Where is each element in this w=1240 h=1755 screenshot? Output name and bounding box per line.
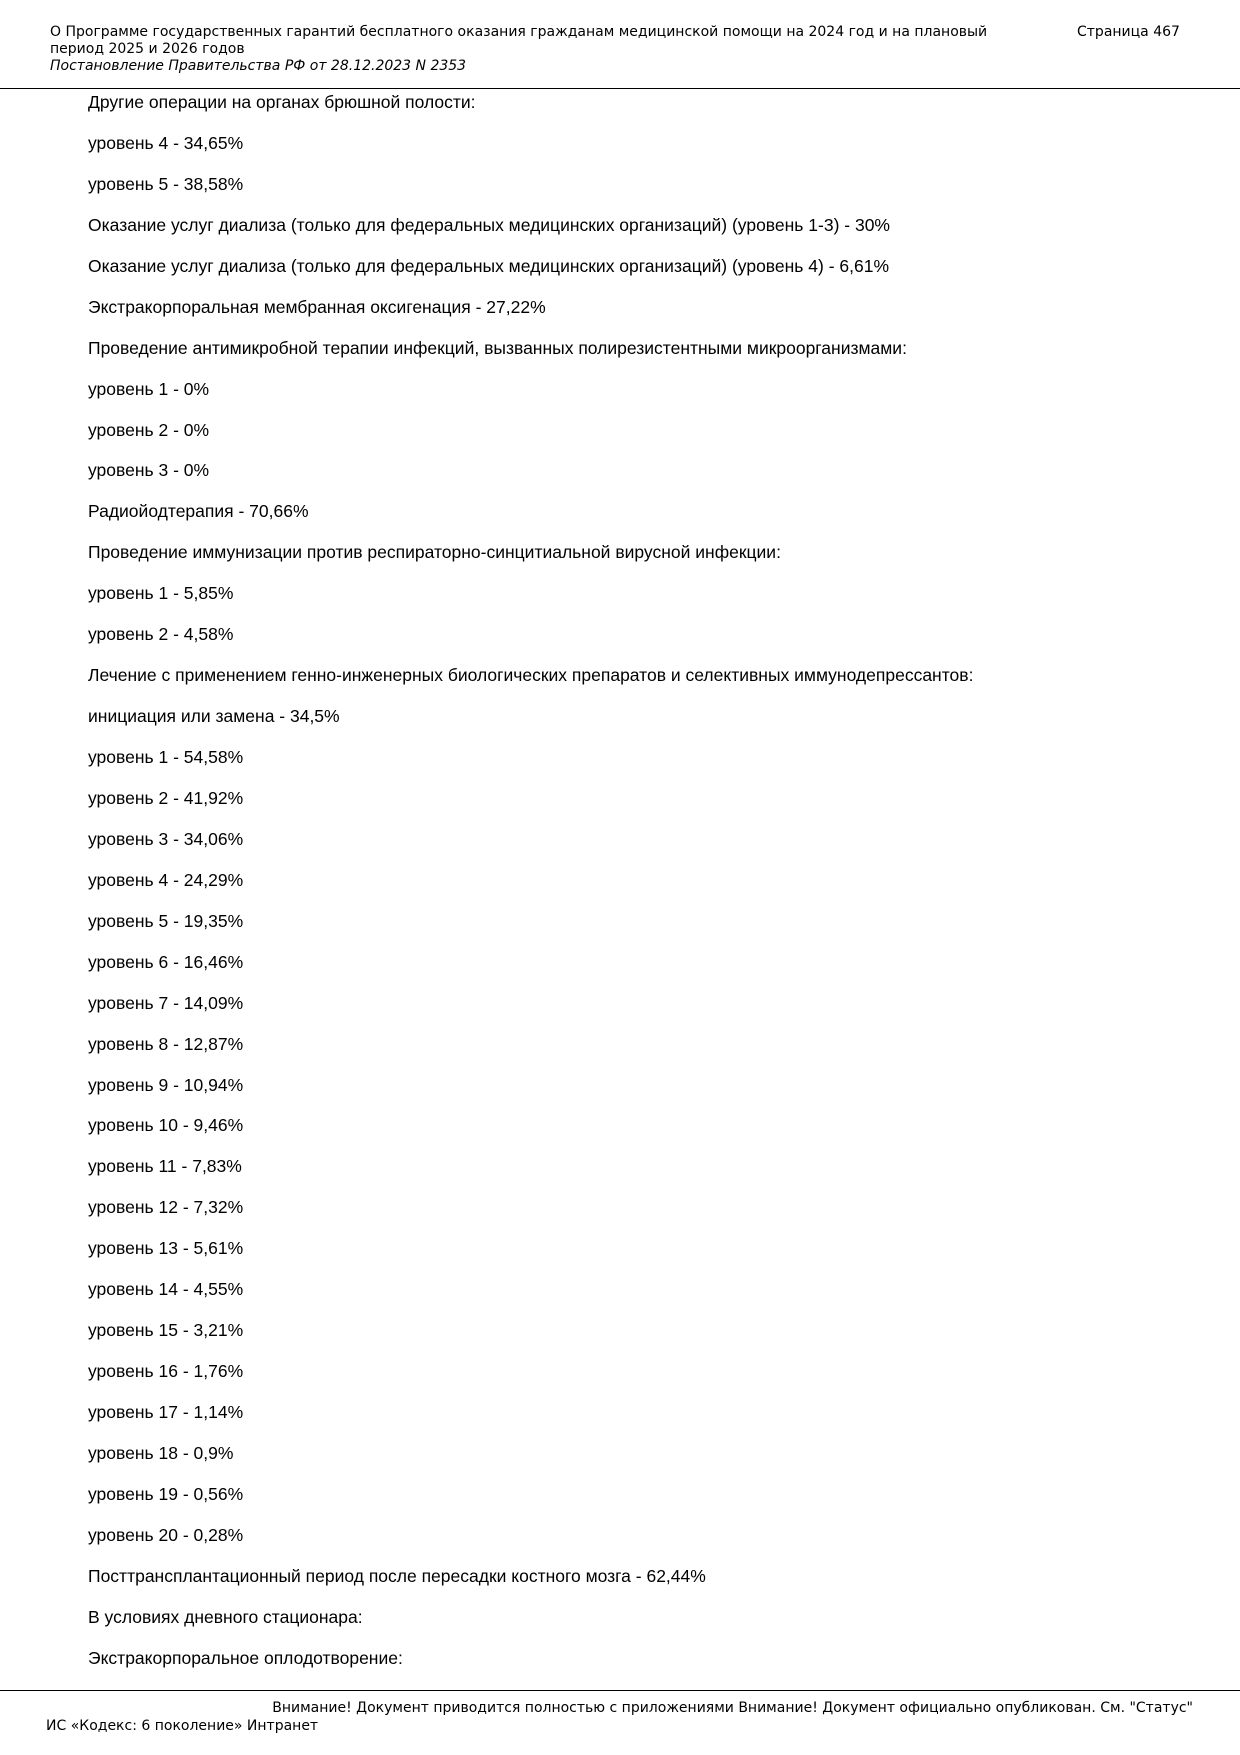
paragraph: Оказание услуг диализа (только для федеральных медицинских организаций) (уровень 1-3) - 30% [88,214,890,235]
paragraph: уровень 7 - 14,09% [88,992,244,1013]
paragraph: уровень 3 - 34,06% [88,828,244,849]
page-number: Страница 467 [1077,24,1180,40]
paragraph: Радиойодтерапия - 70,66% [88,501,309,522]
paragraph: уровень 2 - 4,58% [88,624,234,645]
paragraph: уровень 20 - 0,28% [88,1524,244,1545]
paragraph: Посттрансплантационный период после пересадки костного мозга - 62,44% [88,1565,706,1586]
paragraph: Проведение антимикробной терапии инфекций, вызванных полирезистентными микроорганизмами: [88,337,907,358]
paragraph: уровень 5 - 38,58% [88,173,244,194]
paragraph: Экстракорпоральное оплодотворение: [88,1647,403,1668]
paragraph: уровень 3 - 0% [88,460,210,481]
paragraph: уровень 16 - 1,76% [88,1361,244,1382]
paragraph: Экстракорпоральная мембранная оксигенация - 27,22% [88,296,546,317]
paragraph: уровень 14 - 4,55% [88,1279,244,1300]
paragraph: уровень 10 - 9,46% [88,1115,244,1136]
paragraph: уровень 1 - 54,58% [88,747,244,767]
paragraph: В условиях дневного стационара: [88,1606,363,1627]
paragraph: уровень 1 - 5,85% [88,583,234,604]
paragraph: уровень 4 - 34,65% [88,132,244,153]
paragraph: уровень 2 - 41,92% [88,787,244,808]
paragraph: уровень 18 - 0,9% [88,1442,234,1463]
paragraph: уровень 9 - 10,94% [88,1074,244,1095]
paragraph: уровень 6 - 16,46% [88,951,244,972]
paragraph: инициация или замена - 34,5% [88,706,340,727]
document-title: О Программе государственных гарантий бесплатного оказания гражданам медицинской помощи на 2024 год и на плановый период 2025 и 2026 годов [50,24,988,57]
paragraph: уровень 4 - 24,29% [88,869,244,890]
footer-source: ИС «Кодекс: 6 поколение» Интранет [46,1718,319,1734]
paragraph: уровень 13 - 5,61% [88,1238,244,1259]
paragraph: уровень 5 - 19,35% [88,910,244,931]
paragraph: уровень 17 - 1,14% [88,1402,244,1422]
paragraph: уровень 1 - 0% [88,378,210,399]
paragraph: Другие операции на органах брюшной полости: [88,92,476,112]
document-subtitle: Постановление Правительства РФ от 28.12.2023 N 2353 [50,58,467,74]
footer-notice: Внимание! Документ приводится полностью с приложениями Внимание! Документ официально опубликован. См. "Статус" [272,1700,1193,1716]
paragraph: Лечение с применением генно-инженерных биологических препаратов и селективных иммунодепрессантов: [88,665,974,686]
paragraph: уровень 2 - 0% [88,419,210,440]
document-body [88,91,1208,1688]
paragraph: уровень 19 - 0,56% [88,1483,244,1504]
paragraph: уровень 12 - 7,32% [88,1197,244,1218]
paragraph: Оказание услуг диализа (только для федеральных медицинских организаций) (уровень 4) - 6,61% [88,255,890,276]
footer-divider [0,1690,1240,1691]
header-divider [0,88,1240,89]
paragraph: уровень 15 - 3,21% [88,1320,244,1341]
paragraph: уровень 11 - 7,83% [88,1156,242,1177]
paragraph: Проведение иммунизации против респираторно-синцитиальной вирусной инфекции: [88,542,781,563]
paragraph: уровень 8 - 12,87% [88,1033,244,1054]
